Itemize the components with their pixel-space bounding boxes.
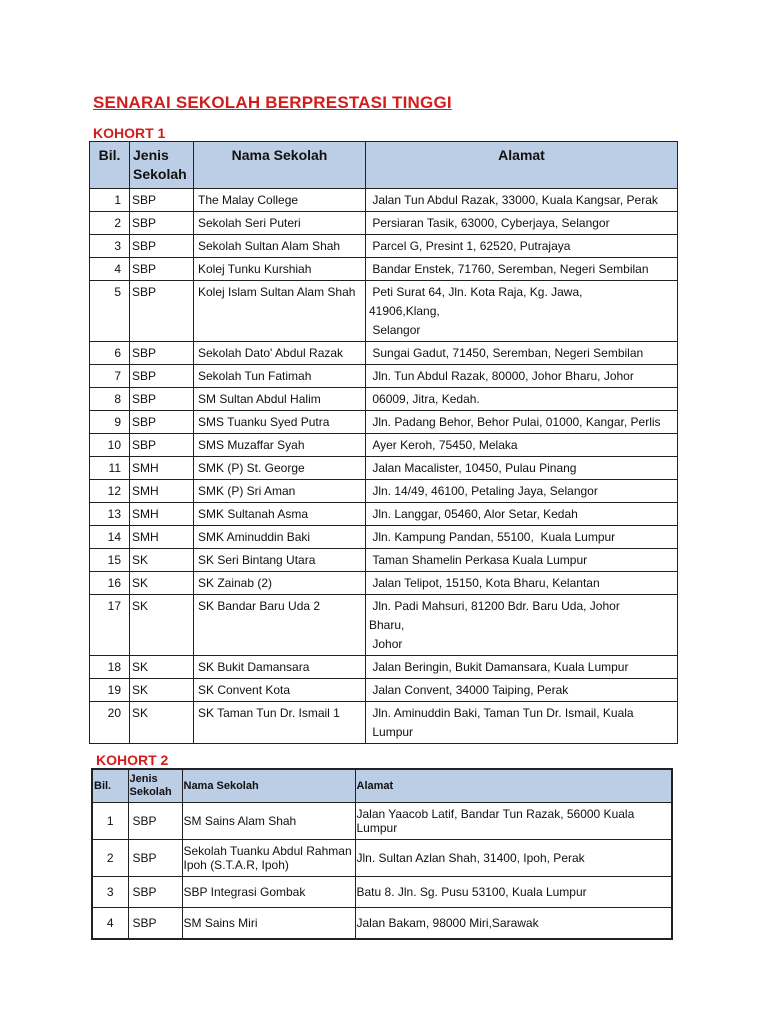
cell-alamat: Jalan Yaacob Latif, Bandar Tun Razak, 56000 Kuala Lumpur	[355, 803, 672, 840]
table-row	[90, 365, 678, 388]
cell-bil: 2	[90, 212, 130, 235]
table-row	[90, 342, 678, 365]
cell-bil: 1	[92, 803, 128, 840]
cell-nama: SMK Aminuddin Baki	[194, 526, 366, 549]
column-header-nama-sekolah: Nama Sekolah	[194, 142, 366, 189]
kohort-1-table	[89, 141, 678, 744]
table-header-row	[92, 769, 672, 803]
table-row	[92, 803, 672, 840]
cell-bil: 15	[90, 549, 130, 572]
cell-alamat: Jln. 14/49, 46100, Petaling Jaya, Selangor	[366, 480, 678, 503]
table-row	[90, 549, 678, 572]
table-row	[90, 281, 678, 342]
cell-nama: Sekolah Tuanku Abdul Rahman Ipoh (S.T.A.R, Ipoh)	[182, 840, 355, 877]
cell-nama: SBP Integrasi Gombak	[182, 877, 355, 908]
cell-alamat: Persiaran Tasik, 63000, Cyberjaya, Selangor	[366, 212, 678, 235]
cell-nama: Kolej Tunku Kurshiah	[194, 258, 366, 281]
cell-bil: 11	[90, 457, 130, 480]
cell-jenis: SBP	[128, 803, 182, 840]
cell-nama: SK Seri Bintang Utara	[194, 549, 366, 572]
cell-bil: 4	[90, 258, 130, 281]
cell-bil: 16	[90, 572, 130, 595]
table-row	[92, 840, 672, 877]
cell-nama: SK Bandar Baru Uda 2	[194, 595, 366, 656]
cell-bil: 20	[90, 702, 130, 744]
cell-nama: Kolej Islam Sultan Alam Shah	[194, 281, 366, 342]
cell-alamat: Jalan Convent, 34000 Taiping, Perak	[366, 679, 678, 702]
cell-nama: SK Zainab (2)	[194, 572, 366, 595]
cell-nama: Sekolah Seri Puteri	[194, 212, 366, 235]
cell-jenis: SK	[130, 572, 194, 595]
cell-alamat: Jln. Padi Mahsuri, 81200 Bdr. Baru Uda, Johor Bharu, Johor	[366, 595, 678, 656]
cell-nama: SMK (P) St. George	[194, 457, 366, 480]
cell-bil: 9	[90, 411, 130, 434]
cell-nama: SM Sultan Abdul Halim	[194, 388, 366, 411]
cell-bil: 3	[92, 877, 128, 908]
cell-alamat: Bandar Enstek, 71760, Seremban, Negeri Sembilan	[366, 258, 678, 281]
cell-alamat: Jalan Telipot, 15150, Kota Bharu, Kelantan	[366, 572, 678, 595]
table-row	[90, 189, 678, 212]
cell-jenis: SBP	[130, 365, 194, 388]
table-row	[90, 503, 678, 526]
cell-alamat: Jln. Padang Behor, Behor Pulai, 01000, Kangar, Perlis	[366, 411, 678, 434]
cell-bil: 8	[90, 388, 130, 411]
table-row	[90, 457, 678, 480]
cell-jenis: SBP	[128, 908, 182, 940]
cell-nama: SMK Sultanah Asma	[194, 503, 366, 526]
cell-jenis: SBP	[130, 258, 194, 281]
cell-bil: 2	[92, 840, 128, 877]
cell-alamat: Jln. Tun Abdul Razak, 80000, Johor Bharu, Johor	[366, 365, 678, 388]
cell-jenis: SBP	[130, 388, 194, 411]
cell-bil: 18	[90, 656, 130, 679]
kohort-1-rows	[90, 189, 678, 744]
cell-alamat: Jln. Kampung Pandan, 55100, Kuala Lumpur	[366, 526, 678, 549]
cell-nama: Sekolah Sultan Alam Shah	[194, 235, 366, 258]
cell-jenis: SBP	[130, 189, 194, 212]
cell-jenis: SMH	[130, 503, 194, 526]
cell-jenis: SK	[130, 549, 194, 572]
table-row	[90, 434, 678, 457]
kohort-2-table	[91, 768, 673, 940]
cell-nama: SMS Muzaffar Syah	[194, 434, 366, 457]
cell-nama: SM Sains Alam Shah	[182, 803, 355, 840]
cell-nama: SK Convent Kota	[194, 679, 366, 702]
column-header-alamat: Alamat	[366, 142, 678, 189]
cell-bil: 6	[90, 342, 130, 365]
cell-alamat: Peti Surat 64, Jln. Kota Raja, Kg. Jawa, 41906,Klang, Selangor	[366, 281, 678, 342]
column-header-bil: Bil.	[92, 769, 128, 803]
cell-jenis: SK	[130, 702, 194, 744]
cell-nama: SM Sains Miri	[182, 908, 355, 940]
table-row	[90, 572, 678, 595]
cell-bil: 4	[92, 908, 128, 940]
table-row	[92, 877, 672, 908]
column-header-bil: Bil.	[90, 142, 130, 189]
table-row	[90, 212, 678, 235]
kohort-2-rows	[92, 803, 672, 940]
cell-bil: 7	[90, 365, 130, 388]
cell-nama: Sekolah Tun Fatimah	[194, 365, 366, 388]
table-row	[92, 908, 672, 940]
cell-jenis: SBP	[130, 235, 194, 258]
cell-bil: 10	[90, 434, 130, 457]
cell-bil: 13	[90, 503, 130, 526]
cell-jenis: SBP	[130, 342, 194, 365]
cell-bil: 3	[90, 235, 130, 258]
cell-jenis: SMH	[130, 457, 194, 480]
cell-alamat: Parcel G, Presint 1, 62520, Putrajaya	[366, 235, 678, 258]
cell-bil: 12	[90, 480, 130, 503]
cell-alamat: Taman Shamelin Perkasa Kuala Lumpur	[366, 549, 678, 572]
cell-nama: SK Bukit Damansara	[194, 656, 366, 679]
column-header-alamat: Alamat	[355, 769, 672, 803]
cell-alamat: Jln. Langgar, 05460, Alor Setar, Kedah	[366, 503, 678, 526]
cell-jenis: SBP	[130, 212, 194, 235]
table-row	[90, 595, 678, 656]
cell-jenis: SK	[130, 656, 194, 679]
cell-nama: SK Taman Tun Dr. Ismail 1	[194, 702, 366, 744]
cell-alamat: Jalan Beringin, Bukit Damansara, Kuala Lumpur	[366, 656, 678, 679]
table-row	[90, 258, 678, 281]
table-row	[90, 480, 678, 503]
cell-nama: Sekolah Dato' Abdul Razak	[194, 342, 366, 365]
cell-jenis: SBP	[128, 840, 182, 877]
table-row	[90, 702, 678, 744]
cell-jenis: SBP	[128, 877, 182, 908]
kohort-1-heading: KOHORT 1	[93, 125, 166, 141]
cell-bil: 17	[90, 595, 130, 656]
cell-nama: The Malay College	[194, 189, 366, 212]
cell-nama: SMS Tuanku Syed Putra	[194, 411, 366, 434]
cell-jenis: SBP	[130, 281, 194, 342]
cell-alamat: Jalan Tun Abdul Razak, 33000, Kuala Kangsar, Perak	[366, 189, 678, 212]
cell-jenis: SMH	[130, 480, 194, 503]
cell-alamat: Jalan Macalister, 10450, Pulau Pinang	[366, 457, 678, 480]
cell-alamat: Jln. Aminuddin Baki, Taman Tun Dr. Ismail, Kuala Lumpur	[366, 702, 678, 744]
cell-jenis: SK	[130, 679, 194, 702]
column-header-jenis-sekolah: Jenis Sekolah	[128, 769, 182, 803]
table-row	[90, 679, 678, 702]
cell-jenis: SBP	[130, 434, 194, 457]
cell-nama: SMK (P) Sri Aman	[194, 480, 366, 503]
cell-bil: 5	[90, 281, 130, 342]
cell-alamat: Batu 8. Jln. Sg. Pusu 53100, Kuala Lumpur	[355, 877, 672, 908]
cell-bil: 14	[90, 526, 130, 549]
table-row	[90, 656, 678, 679]
cell-bil: 19	[90, 679, 130, 702]
cell-alamat: 06009, Jitra, Kedah.	[366, 388, 678, 411]
cell-bil: 1	[90, 189, 130, 212]
table-row	[90, 235, 678, 258]
column-header-jenis-sekolah: Jenis Sekolah	[130, 142, 194, 189]
column-header-nama-sekolah: Nama Sekolah	[182, 769, 355, 803]
table-row	[90, 411, 678, 434]
cell-alamat: Jalan Bakam, 98000 Miri,Sarawak	[355, 908, 672, 940]
cell-jenis: SK	[130, 595, 194, 656]
table-header-row	[90, 142, 678, 189]
cell-alamat: Ayer Keroh, 75450, Melaka	[366, 434, 678, 457]
cell-jenis: SBP	[130, 411, 194, 434]
table-row	[90, 388, 678, 411]
cell-jenis: SMH	[130, 526, 194, 549]
cell-alamat: Jln. Sultan Azlan Shah, 31400, Ipoh, Perak	[355, 840, 672, 877]
kohort-2-heading: KOHORT 2	[96, 752, 169, 768]
table-row	[90, 526, 678, 549]
page-title: SENARAI SEKOLAH BERPRESTASI TINGGI	[93, 93, 452, 112]
cell-alamat: Sungai Gadut, 71450, Seremban, Negeri Sembilan	[366, 342, 678, 365]
